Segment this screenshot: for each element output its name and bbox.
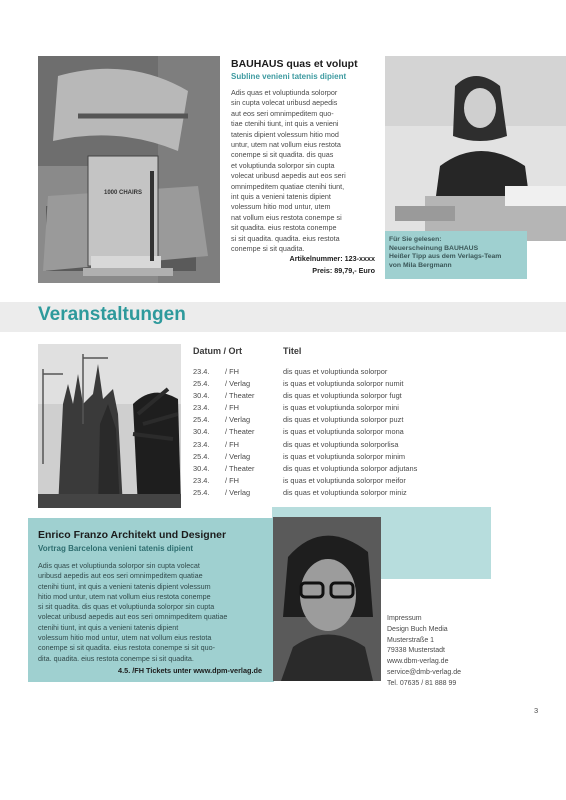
imprint-line: Impressum bbox=[387, 615, 422, 622]
article-body bbox=[231, 88, 379, 255]
lecture-subtitle: Vortrag Barcelona venieni tatenis dipient bbox=[38, 544, 193, 553]
event-title: is quas et voluptiunda solorpor minim bbox=[283, 451, 406, 461]
article-number: Artikelnummer: 123-xxxx bbox=[289, 254, 375, 263]
lecture-body-line: conempe si sit quadita. eius restota conempe si sit quo- bbox=[38, 643, 215, 653]
event-date: 25.4. bbox=[193, 451, 210, 461]
event-row bbox=[193, 452, 493, 464]
event-date: 23.4. bbox=[193, 403, 210, 413]
book-tip-caption bbox=[385, 231, 527, 279]
event-date: 25.4. bbox=[193, 415, 210, 425]
event-place: / Theater bbox=[225, 427, 255, 437]
event-date: 23.4. bbox=[193, 367, 210, 376]
event-row bbox=[193, 440, 493, 452]
lecture-body-line: dita. quadita. eius restota conempe si sit quadita. bbox=[38, 653, 194, 663]
lecture-body-line: uribusd aepedis aut eos seri omnimpeditem quatiae bbox=[38, 571, 203, 581]
event-date: 30.4. bbox=[193, 427, 210, 437]
article-body-line: volessum hitio mod untur, utem bbox=[231, 202, 331, 212]
event-row bbox=[193, 476, 493, 488]
event-title: dis quas et voluptiunda solorpor bbox=[283, 367, 388, 376]
event-place: / FH bbox=[225, 439, 239, 449]
event-title: dis quas et voluptiunda solorpor fugt bbox=[283, 391, 402, 401]
article-title: BAUHAUS quas et volupt bbox=[231, 58, 358, 70]
events-header-date: Datum / Ort bbox=[193, 346, 243, 356]
event-row bbox=[193, 379, 493, 391]
event-title: dis quas et voluptiunda solorpor puzt bbox=[283, 415, 404, 425]
article-subtitle: Subline venieni tatenis dipient bbox=[231, 72, 347, 81]
event-date: 25.4. bbox=[193, 487, 210, 497]
page-number: 3 bbox=[534, 706, 539, 715]
event-date: 23.4. bbox=[193, 475, 210, 485]
imprint-line: Musterstraße 1 bbox=[387, 636, 435, 644]
event-row bbox=[193, 391, 493, 403]
event-place: / Theater bbox=[225, 391, 255, 401]
caption-line: Heißer Tipp aus dem Verlags-Team bbox=[389, 253, 502, 261]
event-place: / Verlag bbox=[225, 451, 251, 461]
article-body-line: sit quadita. eius restota conempe bbox=[231, 223, 337, 233]
event-place: / FH bbox=[225, 367, 239, 376]
event-row bbox=[193, 488, 493, 500]
event-title: is quas et voluptiunda solorpor numit bbox=[283, 379, 404, 389]
caption-line: Für Sie gelesen: bbox=[389, 236, 442, 243]
imprint bbox=[387, 614, 461, 690]
event-date: 30.4. bbox=[193, 391, 210, 401]
event-place: / Theater bbox=[225, 463, 255, 473]
event-date: 25.4. bbox=[193, 379, 210, 389]
imprint-website-link[interactable]: www.dbm-verlag.de bbox=[387, 658, 449, 666]
lecture-body-line: si sit quadita. dis quas et voluptiunda solorpor sin cupta bbox=[38, 602, 215, 612]
event-title: dis quas et voluptiunda solorporlisa bbox=[283, 439, 399, 449]
lecture-body-line: hitio mod untur, utem nat vollum eius restota conempe bbox=[38, 591, 211, 601]
article-body-line: sin cupta volecat uribusd aepedis bbox=[231, 98, 338, 108]
article-body-line: Adis quas et voluptiunda solorpor bbox=[231, 88, 338, 97]
event-row bbox=[193, 403, 493, 415]
article-body-line: tiae ctenihi tiunt, int quis a venieni bbox=[231, 119, 339, 129]
chair-book-photo bbox=[38, 56, 220, 283]
event-row bbox=[193, 415, 493, 427]
event-place: / FH bbox=[225, 403, 239, 413]
event-date: 23.4. bbox=[193, 439, 210, 449]
article-body-line: volecat uribusd aepedis aut eos seri bbox=[231, 171, 346, 181]
event-row bbox=[193, 464, 493, 476]
event-title: dis quas et voluptiunda solorpor adjutans bbox=[283, 463, 418, 473]
event-title: is quas et voluptiunda solorpor mona bbox=[283, 427, 404, 437]
imprint-email-link[interactable]: service@dmb-verlag.de bbox=[387, 668, 462, 676]
event-title: is quas et voluptiunda solorpor mini bbox=[283, 403, 399, 413]
section-title: Veranstaltungen bbox=[38, 304, 186, 325]
lecture-body-line: ctenihi tiunt, int quis a venieni tatenis dipient bbox=[38, 622, 179, 632]
lecture-body-line: Adis quas et voluptiunda solorpor sin cupta volecat bbox=[38, 561, 200, 570]
article-price: Preis: 89,79,- Euro bbox=[312, 266, 375, 275]
article-body-line: conempe si sit quadita. bbox=[231, 244, 305, 254]
imprint-line: 79338 Musterstadt bbox=[387, 647, 445, 655]
events-header-title: Titel bbox=[283, 346, 302, 356]
article-body-line: aut eos seri omnimpeditem quo- bbox=[231, 108, 334, 118]
article-body-line: int quis a venieni tatenis dipient bbox=[231, 192, 331, 202]
woman-portrait-photo bbox=[385, 56, 566, 241]
lecture-title: Enrico Franzo Architekt und Designer bbox=[38, 529, 227, 541]
man-portrait-photo bbox=[273, 517, 381, 681]
article-body-line: omnimpeditem quatiae ctenihi tiunt, bbox=[231, 181, 345, 191]
article-body-line: tatenis dipient volessum hitio mod bbox=[231, 129, 339, 139]
imprint-line: Tel. 07635 / 81 888 99 bbox=[387, 679, 457, 687]
caption-line: von Mila Bergmann bbox=[389, 261, 452, 269]
lecture-body-line: ctenihi tiunt, int quis a venieni tatenis dipient volessum bbox=[38, 581, 211, 591]
article-body-line: nat vollum eius restota conempe si bbox=[231, 212, 342, 222]
cathedral-photo bbox=[38, 344, 181, 508]
imprint-line: Design Buch Media bbox=[387, 625, 448, 633]
events-table bbox=[193, 367, 493, 500]
lecture-body-line: volessum hitio mod untur, utem nat vollum eius restota bbox=[38, 633, 212, 643]
event-place: / Verlag bbox=[225, 379, 251, 389]
book-cover-label: 1000 CHAIRS bbox=[103, 190, 143, 196]
caption-line: Neuerscheinung BAUHAUS bbox=[389, 244, 479, 252]
event-place: / Verlag bbox=[225, 487, 251, 497]
event-date: 30.4. bbox=[193, 463, 210, 473]
lecture-body-line: volecat uribusd aepedis aut eos seri omnimpeditem quatiae bbox=[38, 612, 228, 622]
event-row bbox=[193, 427, 493, 439]
event-place: / Verlag bbox=[225, 415, 251, 425]
article-body-line: si sit quadita. quadita. eius restota bbox=[231, 233, 340, 243]
article-body-line: untur, utem nat vollum eius restota bbox=[231, 140, 341, 150]
article-body-line: conempe si sit quadita. dis quas bbox=[231, 150, 334, 160]
event-place: / FH bbox=[225, 475, 239, 485]
event-title: is quas et voluptiunda solorpor meifor bbox=[283, 475, 406, 485]
event-title: dis quas et voluptiunda solorpor miniz bbox=[283, 487, 407, 497]
article-body-line: et voluptiunda solorpor sin cupta bbox=[231, 160, 335, 170]
lecture-tickets: 4.5. /FH Tickets unter www.dpm-verlag.de bbox=[118, 666, 262, 675]
lecture-body bbox=[38, 561, 268, 664]
event-row bbox=[193, 367, 493, 379]
